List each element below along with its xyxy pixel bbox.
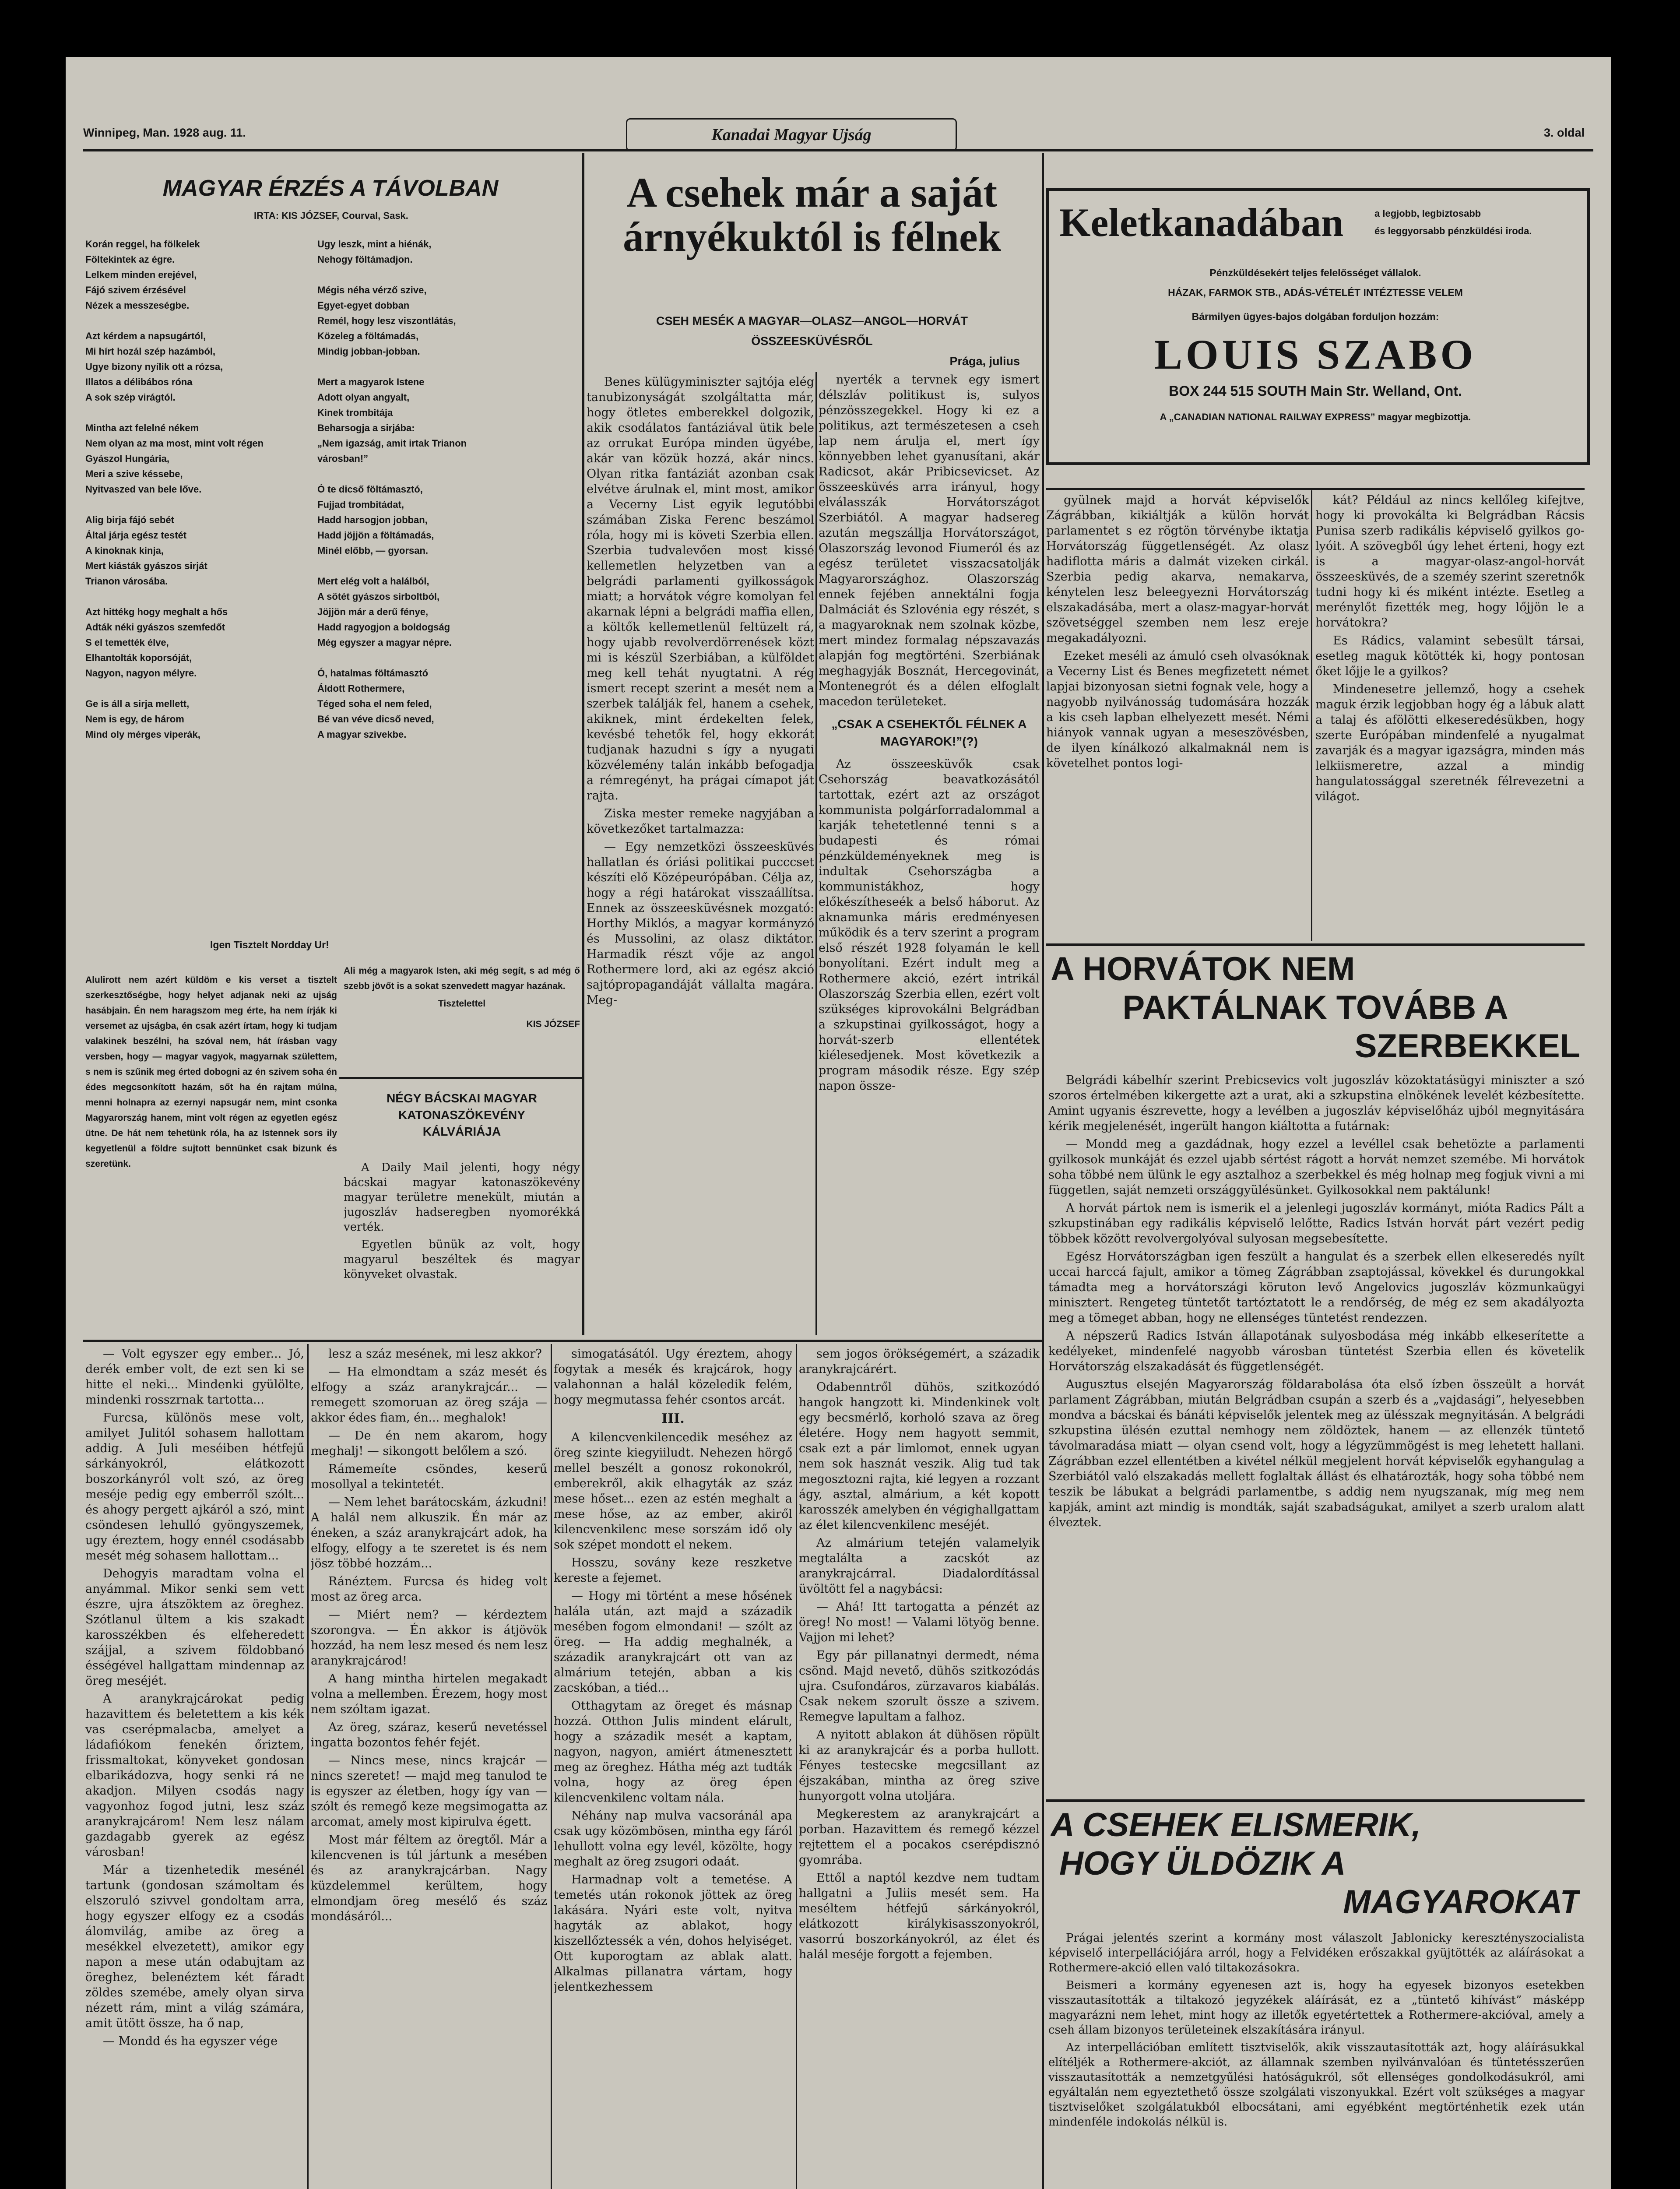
ad-address: BOX 244 515 SOUTH Main Str. Welland, Ont. [1169,383,1462,399]
section-rule [1046,488,1585,490]
poem-line: Alig birja fájó sebét [85,514,174,525]
poem-title: MAGYAR ÉRZÉS A TÁVOLBAN [162,176,499,201]
ad-title: Keletkanadában [1059,201,1344,245]
paragraph: Augusztus elsején Magyarország földarabolása óta első ízben összeült a horvát parlament Zágrábban, miután Belgrádban csupán a szerb és a „vajdasági”, helyesebben mondva a bácskai és bánáti képviselők jelentek meg az ülésszak megnyitásán. A belgrádi szkupstina ülésén ezuttal nemhogy nem zöldöztek, hanem — az ellenzék tüntető távolmaradása miatt — olyan csend volt, hogy a légyzümmögést is meg lehetett hallani. Zágrábban ezzel ellentétben a kivétel nélkül megjelent horvát képviselők egyhangulag a Szerbiától való elszakadás mellett foglaltak állást és elhatározták, hogy soha többé nem teszik be lábukat a belgrádi parlamentbe, s addig nem nyugszanak, míg meg nem kapják, amint azt mindig is mondták, saját szabadságukat, amilyet a szerb uralom alatt élveztek. [1048,1378,1585,1529]
paragraph: Dehogyis maradtam volna el anyámmal. Mikor senki sem vett észre, ujra átszöktem az öreghez. Szótlanul ültem a kis szakadt karosszékben és elfeheredett szájjal, a szivem földobbanó ésségével hallgattam mindennap az öreg meséjét. [85,1567,304,1688]
paragraph: Megkerestem az aranykrajcárt a porban. Hazavittem és remegő kézzel rejtettem el a pocakos cserépdisznó gyomrába. [799,1807,1040,1867]
main-col2 [819,372,1040,1335]
czech-body [1048,1931,1585,2189]
poem-line: Mind oly mérges viperák, [85,729,200,740]
paragraph: — Mondd és ha egyszer vége [103,2034,278,2048]
letter-greeting: Igen Tisztelt Nordday Ur! [210,939,329,950]
poem-line: Által járja egész testét [85,530,187,541]
column-rule [796,1344,797,2189]
column-rule [551,1344,552,2189]
paragraph: — Mondd meg a gazdádnak, hogy ezzel a levéllel csak behetözte a parlamenti gyilkosok munkáját és ezzel ujabb sértést rágott a horvát nemzet szemébe. Mi horvátok soha többé nem ülünk le egy asztalhoz a szerbekkel és még holnap meg fogjuk vivni a mi független, saját nemzeti országgyülésünket. Gyilkosokkal nem paktálunk! [1048,1137,1585,1197]
story-col1 [85,1346,304,2189]
paragraph: Prágai jelentés szerint a kormány most válaszolt Jablonicky keresztényszocialista képviselő interpellációjára arról, hogy a Felvidéken erőszakkal gyüjtötték az aláírásokat a Rothermere-akció ellen való tiltakozásokra. [1048,1932,1585,1974]
poem-line: „Nem igazság, amit irtak Trianon [317,438,467,449]
paragraph: nyerték a tervnek egy ismert délszláv politikust is, sulyos pénzösszegekkel. Hogy ki ez a politikus, azt természetesen a cseh lap nem árulja el, mert így könnyebben lehet gyanusítani, akár Radicsot, akár Pribicsevicset. Az összeesküvés arra irányul, hogy elválasszák Horvátországot Szerbiától. A magyar hadsereg azután megszállja Horvátországot, Olaszország levonod Fiumeról és az egész területet visszacsatolják Magyarországhoz. Olaszország ennek fejében annektálni fogja Dalmáciát és Szlovénia egy részét, s a magyaroknak nem szolnak közbe, mert mindez formalag népszavazás alapján fog megtörténi. Szerbiának meghagyják Bosznát, Hercegovinát, Montenegrót és a délen elfoglalt macedon területeket. [819,373,1040,708]
section-rule [83,1340,1042,1342]
column-rule [307,1344,309,2189]
main-col1 [587,374,814,1335]
poem-line: Jöjjön már a derű fénye, [317,606,429,617]
paragraph: Ránéztem. Furcsa és hideg volt most az öreg arca. [311,1575,547,1604]
poem-line: Lelkem minden erejével, [85,269,197,280]
poem-line: Még egyszer a magyar népre. [317,637,452,648]
paragraph: — Ahá! Itt tartogatta a pénzét az öreg! No most! — Valami lötyög benne. Vajjon mi lehet? [799,1600,1040,1644]
poem-column-left [85,236,326,937]
poem-line: Ó, hatalmas föltámasztó [317,668,429,679]
czech-headline-line2: HOGY ÜLDÖZIK A [1059,1845,1346,1882]
paragraph: Egy pár pillanatnyi dermedt, néma csönd. Majd nevető, dühös szitkozódás ujra. Csufondáros, zürzavaros kiabálás. Csak nekem szorult össze a szivem. Remegve lapultam a falhoz. [799,1649,1040,1724]
poem-line: Adott olyan angyalt, [317,392,410,403]
poem-line: városban!” [317,453,369,464]
paragraph: Egész Horvátországban igen feszült a hangulat és a szerbek ellen elkeseredés nyílt uccai harccá fajult, amikor a tömeg Zágrábban zsaptojással, kövekkel és durungokkal támadta meg a horvátországi köruton levő Angelovics jugoszláv közmunkaügyi minisztert. Rengeteg tüntetőt tartóztatott le a rendőrség, de még ez sem akadályozta meg a tömeget abban, hogy ne ellenséges tüntetést rendezzen. [1048,1250,1585,1325]
paragraph: Az almárium tetején valamelyik megtalálta a zacskót az aranykrajcárral. Diadalordítással üvöltött fel a nagybácsi: [799,1536,1040,1596]
poem-line: Mert elég volt a halálból, [317,576,429,587]
ad-name: LOUIS SZABO [1154,331,1477,378]
poem-line: Mert kiásták gyászos sirját [85,560,207,571]
paragraph: gyülnek majd a horvát képviselők Zágrábban, kikiáltják a külön horvát parlamentet s ez rögtön törvénybe iktatja Horvátország függetlenségét. Az olasz hadiflotta máris a dalmát vizeken cirkál. Szerbia pedig akarva, nemakarva, kénytelen lesz beleegyezni Horvátország elszakadásába, mert a olasz-magyar-horvát szövetséggel szemben nem lesz ereje megakadályozni. [1046,493,1309,645]
paragraph: — Nem lehet barátocskám, ázkudni! A halál nem alkuszik. Én már az éneken, a száz aranykrajcárt adok, ha elfogy, elfogy a te szeretet is és nem jösz többé hozzám... [311,1496,547,1570]
poem-line [85,681,326,696]
poem-line: A magyar szivekbe. [317,729,407,740]
poem-column-right [317,236,580,937]
paragraph: Belgrádi kábelhír szerint Prebicsevics volt jugoszláv közoktatásügyi miniszter a szó szoros értelmében kikergette azt a urat, aki a szkupstina elnökének levelét kézbesítette. Amint ugyanis észrevette, hogy a levélben a jugoszláv képviselőház ujból megnyitására kérik megjelenését, ingerült hangon kiáltotta a futárnak: [1048,1073,1585,1133]
column-rule [1311,490,1312,941]
poem-line: Mert a magyarok Istene [317,377,425,387]
poem-line: S el temették élve, [85,637,169,648]
poem-line: Remél, hogy lesz viszontlátás, [317,315,456,326]
poem-line [85,497,326,512]
ad-footer: A „CANADIAN NATIONAL RAILWAY EXPRESS” magyar megbizottja. [1160,412,1471,422]
poem-line: Ugy leszk, mint a hiénák, [317,239,432,250]
paragraph: A aranykrajcárokat pedig hazavittem és beletettem a kis kék vas cserépmalacba, amelyet a ládafiókom fenekén őriztem, frissmaltokat, könyveket gondosan elbarikádozva, hogy senki rá ne akadjon. Milyen csodás nagy vagyonhoz fogod jutni, lesz száz aranykrajcárom! Nem lesz nálam gazdagabb gyerek az egész városban! [85,1692,304,1859]
masthead-logo: Kanadai Magyar Ujság [626,118,957,151]
paragraph: lesz a száz mesének, mi lesz akkor? [328,1347,542,1361]
paragraph: Odabenntről dühös, szitkozódó hangok hangzott ki. Mindenkinek volt egy becsmérlő, korholó szava az öreg életére. Hogy nem hagyott semmit, csak ezt a pár limlomot, ennek ugyan nem sok hasznát veszik. Alig tud tak megosztozni rajta, kié legyen a rozzant ágy, asztal, almárium, a két kopott karosszék amelyben én végighallgattam az élet kilencvenkilenc meséjét. [799,1380,1040,1532]
paragraph: Es Rádics, valamint sebesült társai, esetleg maguk kötötték ki, hogy pontosan őket lőjje le a gyilkos? [1315,634,1585,678]
paragraph: — Ha elmondtam a száz mesét és elfogy a száz aranykrajcár... — remegett szomoruan az öreg szája — akkor édes fiam, én... meghalok! [311,1365,547,1425]
poem-line: Azt kérdem a napsugártól, [85,331,206,341]
paragraph: Néhány nap mulva vacsoránál apa csak ugy közömbösen, mintha egy fáról lehullott volna egy levél, közölte, hogy meghalt az öreg zsugori odaát. [554,1809,792,1869]
poem-line: Téged soha el nem feled, [317,698,432,709]
paragraph: Harmadnap volt a temetése. A temetés után rokonok jöttek az öreg lakására. Nyári este volt, nyitva hagyták az ablakot, hogy kiszellőztessék a vén, dohos helyiséget. Ott kuporogtam az ablak alatt. Alkalmas pillanatra vártam, hogy jelentkezhessem [554,1873,792,1994]
poem-line: Közeleg a föltámadás, [317,331,419,341]
poem-line: Föltekintek az égre. [85,254,175,265]
story-col2 [311,1346,547,2189]
poem-line: Korán reggel, ha fölkelek [85,239,200,250]
poem-line: Egyet-egyet dobban [317,300,410,311]
poem-byline: IRTA: KIS JÓZSEF, Courval, Sask. [254,210,408,221]
ad-line1: Pénzküldésekért teljes felelősséget vállalok. [1209,267,1421,278]
paragraph: kát? Például az nincs kellőleg kifejtve, hogy ki provokálta ki Belgrádban Rácsis Punisa szerb radikális képviselő gyilkos go-lyóit. A szövegből úgy lehet érteni, hogy ezt is a magyar-olasz-angol-horvát összeesküvés, de a szeméy szerint szeretnők tudni hogy ki és miként intézte. Esetleg a merénylőt fizették meg, hogy lőjjön le a horvátokra? [1315,493,1585,630]
czech-headline [1051,1806,1580,1924]
croatia-headline-line1: A HORVÁTOK NEM [1051,950,1355,988]
poem-line: Beharsogja a sirjába: [317,422,415,433]
paragraph: Ziska mester remeke nagyjában a következőket tartalmazza: [587,807,814,836]
poem-line: Kinek trombitája [317,407,393,418]
ad-line3: Bármilyen ügyes-bajos dolgában forduljon hozzám: [1191,311,1439,322]
poem-line: A sok szép virágtól. [85,392,176,403]
subheading: „CSAK A CSEHEKTŐL FÉLNEK A MAGYAROK!”(?) [831,717,1027,748]
main-headline-line2: árnyékuktól is félnek [622,213,1002,260]
paragraph: Mindenesetre jellemző, hogy a csehek maguk érzik legjobban hogy ég a lábuk alatt a talaj és afölötti elkeseredésükben, hogy szerte Európában mindenfelé a nyugalmat zavarják és a magyar igazságra, minden más lelkiismeretre, azzal a mindig hangulatossággal szeretnék félrevezetni a világot. [1315,683,1585,803]
paragraph: Az összeesküvők csak Csehország beavatkozásától tartottak, ezért azt az országot kommunista polgárforradalommal a karják tehetetlenné tenni s a budapesti és római pénzküldeményeknek meg is indultak Csehországba a kommunistákhoz, hogy előkészítheseék a belső háborut. Az aknamunka máris eredményesen működik és a terv szerint a program első részét 1928 folyamán le kell bonyolítani. Ezért indult meg a Rothermere akció, ezért intrikál Olaszország Szerbia ellen, ezért volt szükséges kiprovokálni Belgrádban a szkupstinai gyilkosságot, hogy a horvát-szerb ellentétek kiélesedjenek. Most következik a program második része. Egy szép napon össze- [819,757,1040,1093]
letter-regards: Tisztelettel [438,999,486,1009]
paragraph: simogatásától. Ugy éreztem, ahogy fogytak a mesék és krajcárok, hogy valahonnan a halál közeledik felém, hogy megmutassa fehér csontos arcát. [554,1347,792,1407]
poem-line: Trianon városába. [85,576,168,587]
poem-line [317,558,580,574]
poem-line: Nyitvaszed van bele lőve. [85,484,202,495]
poem-line: Nehogy föltámadjon. [317,254,413,265]
poem-line: Nem is egy, de három [85,714,184,725]
poem-line: Azt hittékg hogy meghalt a hős [85,606,228,617]
ad-tagline-1: a legjobb, legbiztosabb [1374,208,1481,219]
poem-line [317,359,580,374]
paragraph: Az öreg, száraz, keserű nevetéssel ingatta bozontos fehér fejét. [311,1721,547,1749]
section-numeral: III. [661,1411,685,1426]
letter-signature: KIS JÓZSEF [526,1019,580,1029]
poem-line: Mégis néha vérző szive, [317,285,427,296]
poem-line: Illatos a délibábos róna [85,377,193,387]
paragraph: Ettől a naptól kezdve nem tudtam hallgatni a Juliis mesét sem. Ha meséltem hétfejű sárkányokról, elátkozott királykisasszonyokról, vasorrú boszorkányokról, az élet és halál meséje forgott a fejemben. [799,1871,1040,1961]
czech-headline-line1: A CSEHEK ELISMERIK, [1051,1806,1421,1844]
paragraph: A horvát pártok nem is ismerik el a jelenlegi jugoszláv kormányt, mióta Radics Pált a szkupstinában egy radikális képviselő lelőtte, Radics István horvát párt vezért pedig többek között revolvergolyóval sulyosan megsebesítette. [1048,1201,1585,1246]
poem-line [85,589,326,604]
paragraph: Az interpellációban említett tisztviselők, akik visszautasították azt, hogy aláírásukkal elítéljék a Rothermere-akciót, az államnak szemben nyilvánvalóan és tüntetésszerűen visszautasították a nemzetgyűlési hatóságukról, sőt ellenséges gondolkodásukról, ami egyáltalán nem egyeztethető össze szolgálati viszonyukkal. Ezért volt szükséges a magyar tisztviselőket szolgálatukból elbocsátani, ami egyébként megtörténhetik ezek után mindenféle indokolás nélkül is. [1048,2041,1585,2129]
poem-line: Meri a szive késsebe, [85,468,183,479]
issue-date: Winnipeg, Man. 1928 aug. 11. [83,126,246,139]
croatia-headline [1051,950,1580,1068]
ad-line2: HÁZAK, FARMOK STB., ADÁS-VÉTELÉT INTÉZTESSE VELEM [1168,287,1463,298]
story-col3 [554,1346,792,2189]
czech-headline-line3: MAGYAROKAT [1343,1883,1580,1921]
poem-line [317,267,580,282]
newspaper-page [66,57,1611,2189]
poem-line: Nagyon, nagyon mélyre. [85,668,197,679]
bacska-body: A Daily Mail jelenti, hogy négy bácskai magyar katonaszökevény magyar területre menekült, miután a jugoszláv hadseregben nyomorékká verték. Egyetlen bünük az volt, hogy magyarul beszéltek és magyar könyveket olvastak. [344,1161,580,1281]
poem-line: Mintha azt felelné nékem [85,422,199,433]
paragraph: Rámemeíte csöndes, keserű mosollyal a tekintetét. [311,1462,547,1491]
main-col4 [1315,493,1585,939]
paragraph: A népszerű Radics István állapotának sulyosbodása még inkább elkeserítette a kedélyeket, mindenfelé nagyobb városban tüntetést Szerbia ellen és követelik Horvátország elszakadását és függetlenségét. [1048,1329,1585,1373]
section-rule [1046,943,1585,946]
main-subtitle: CSEH MESÉK A MAGYAR—OLASZ—ANGOL—HORVÁT ÖSSZEESKÜVÉSRŐL [656,314,968,348]
section-rule [1046,1799,1585,1802]
paragraph: Beismeri a kormány egyenesen azt is, hogy ha egyesek bizonyos esetekben visszautasították a tiltakozó jegyzékek aláírását, ez a „tüntető kihívást” másképp magyarázni nem lehet, mint hogy az illetők egyetértettek a Rothermere-akcióval, amely a cseh állam bizonyos területeinek elszakítására irányul. [1048,1979,1585,2037]
header-rule [83,149,1593,151]
poem-line: Áldott Rothermere, [317,683,405,694]
paragraph: Hosszu, sovány keze reszketve kereste a fejemet. [554,1556,792,1585]
croatia-headline-line2: PAKTÁLNAK TOVÁBB A [1122,989,1508,1026]
poem-line: Hadd ragyogjon a boldogság [317,622,450,633]
paragraph: Ezeket meséli az ámuló cseh olvasóknak a Vecerny List és Benes megfizetett német lapjai bizonyosan sietni fognak vele, hogy a nagyobb nyilvánosság tudomására hozzák a kis cseh lapban elhelyezett mesét. Némi hiányok vannak ugyan a meseszövésben, de ilyen kínálkozó alkalmaknál nem is követelhet pontos logi- [1046,649,1309,770]
poem-line: Nézek a messzeségbe. [85,300,190,311]
poem-line: Mindig jobban-jobban. [317,346,420,357]
paragraph: sem jogos örökségemért, a századik aranykrajcárért. [799,1347,1040,1376]
poem-line: Gyászol Hungária, [85,453,169,464]
column-rule [815,372,817,1335]
section-rule [339,1077,582,1079]
poem-line: Adták néki gyászos szemfedőt [85,622,225,633]
poem-line: Ugye bizony nyílik ott a rózsa, [85,361,223,372]
column-rule [582,153,584,1335]
paragraph: Furcsa, különös mese volt, amilyet Julitól sohasem hallottam addig. A Juli meséiben hétfejű sárkányokról, elátkozott boszorkányról volt szó, az öreg meséje pedig egy emberről szólt... és ahogy pergett ajkáról a szó, mint csöndesen lehulló gyöngyszemek, ugy éreztem, hogy ennél csodásabb mesét még sohasem hallottam... [85,1411,304,1563]
paragraph: — De én nem akarom, hogy meghalj! — sikongott belőlem a szó. [311,1429,547,1458]
story-col4 [799,1346,1040,2187]
poem-line: Fujjad trombitádat, [317,499,404,510]
croatia-body [1048,1073,1585,1795]
croatia-headline-line3: SZERBEKKEL [1354,1028,1580,1065]
letter-body [85,963,337,1348]
page-number: 3. oldal [1543,126,1585,139]
letter-closing-text: Ali még a magyarok Isten, aki még segít, s ad még ő szebb jövőt is a sokat szenvedett magyar hazának. [344,966,580,991]
poem-line [85,405,326,420]
ad-tagline-2: és leggyorsabb pénzküldési iroda. [1374,225,1532,236]
paragraph: — Nincs mese, nincs krajcár — nincs szeretet! — majd meg tanulod te is egyszer az életben, hogy így van — szólt és remegő keze megsimogatta az arcomat, amely most kipirulva égett. [311,1754,547,1829]
letter-closing [344,963,580,1073]
poem-line: A sötét gyászos sirboltból, [317,591,440,602]
paragraph: — Volt egyszer egy ember... Jó, derék ember volt, de ezt sen ki se hitte el neki... Mindenki gyülölte, mindenki rosszrnak tartotta... [85,1347,304,1407]
paragraph: — Hogy mi történt a mese hősének halála után, azt majd a századik mesében fogom elmondani! — szólt az öreg. — Ha addig meghalnék, a századik aranykrajcárt ott van az almárium tetején, abban a kis zacskóban, a tiéd... [554,1589,792,1695]
main-dateline: Prága, julius [949,355,1020,368]
paragraph: A nyitott ablakon át dühösen röpült ki az aranykrajcár és a porba hullott. Fényes testecske megcsillant az éjszakában, mintha az öreg szive hunyorgott volna utoljára. [799,1728,1040,1803]
column-rule [1042,153,1044,2189]
poem-line: Hadd harsogjon jobban, [317,514,428,525]
poem-line [317,650,580,665]
poem-line: Ó te dicső föltámasztó, [317,484,423,495]
paragraph: A kilencvenkilencedik meséhez az öreg szinte kiegyiiludt. Nehezen hörgő mellel beszélt a gonosz rokonokról, emberekről, akik elhagyták az száz mese hőset... ezen az estén meghalt a mese hőse, az az ember, akiről kilencvenkilenc mese sorszám idő oly sok szépet mondott el nekem. [554,1431,792,1552]
letter-text: Alulirott nem azért küldöm e kis verset a tisztelt szerkesztőségbe, hogy helyet adjanak neki az ujság hasábjain. Én nem haragszom meg érte, ha nem írják ki versemet az ujságba, én csak azért írtam, hogy ki tudjam valakinek beszélni, ha szóval nem, hát írásban vagy versben, hogy — magyar vagyok, magyarnak születtem, s nem is szűnik meg érted dobogni az én szivem soha én édes megcsonkított hazám, sőt ha én rajtam múlna, menni holnapra az ezernyi napsugár nem, mint csonka Magyarország hanem, mint volt régen az egyetlen egész ütne. De hát nem tehetünk róla, ha az Istennek sors ily kegyetlenül a földre sujtott bennünket csak bizunk és szeretünk. [85,975,337,1169]
paragraph: Otthagytam az öreget és másnap hozzá. Otthon Julis mindent elárult, hogy a századik mesét a kaptam, nagyon, nagyon, amiért átmenesztett meg az öreghez. Hátha még azt tudták volna, hogy az öreg épen kilencvenkilenc voltam nála. [554,1699,792,1805]
main-col3 [1046,493,1309,939]
poem-line: Nem olyan az ma most, mint volt régen [85,438,264,449]
bacska-headline: NÉGY BÁCSKAI MAGYAR KATONASZÖKEVÉNY KÁLVÁRIÁJA [387,1091,537,1138]
poem-line [317,466,580,482]
poem-line: Fájó szivem érzésével [85,285,186,296]
poem-line: Minél előbb, — gyorsan. [317,545,429,556]
poem-line: Hadd jöjjön a föltámadás, [317,530,434,541]
paragraph: — Egy nemzetközi összeesküvés hallatlan és óriási politikai pucccset készíti elő Középeurópában. Célja az, hogy a régi határokat visszaállítsa. Ennek az összeesküvésnek mozgató: Horthy Miklós, a magyar kormányzó és Mussolini, az olasz diktátor. Harmadik részt vője az angol Rothermere lord, aki az egész akció sajtópropagandáját vállalta magára. Meg- [587,840,814,1007]
main-headline-line1: A csehek már a saját [626,171,998,216]
poem-line: A kinoknak kinja, [85,545,164,556]
paragraph: A hang mintha hirtelen megakadt volna a mellemben. Érezem, hogy most nem szóltam igazat. [311,1672,547,1716]
paragraph: Már a tizenhetedik mesénél tartunk (gondosan számoltam és elszoruló szivvel gondoltam arra, hogy egyszer elfogy ez a csodás álomvilág, amibe az öreg a mesékkel elvezetett), amikor egy napon a mese után odabujtam az öreghez, belenéztem két fáradt zöldes szemébe, amely olyan sirva nézett rám, mint a világ számára, amit ütött össze, ha ő nap, [85,1863,304,2030]
poem-line: Elhantolták koporsóját, [85,652,192,663]
main-headline [587,171,1037,271]
poem-line: Ge is áll a sirja mellett, [85,698,190,709]
poem-line [85,313,326,328]
paragraph: — Miért nem? — kérdeztem szorongva. — Én akkor is átjövök hozzád, ha nem lesz mesed és nem lesz aranykrajcárod! [311,1608,547,1668]
paragraph: Most már féltem az öregtől. Már a kilencvenen is túl jártunk a mesében és az aranykrajcárban. Nagy küzdelemmel kerültem, hogy elmondjam öreg mesélő és száz mondásáról... [311,1833,547,1923]
poem-line: Bé van véve dicső neved, [317,714,434,725]
poem-line: Mi hírt hozál szép hazámból, [85,346,216,357]
paragraph: Benes külügyminiszter sajtója elég tanubizonyságát szolgáltatta már, hogy ötletes emberekkel dolgozik, akik csodálatos fantáziával ütik bele az orrukat Európa minden ügyébe, akár van közük hozzá, akár nincs. Olyan ritka fantáziát azonban csak elvétve árulnak el, mint most, amikor a Vecerny List egyik legutóbbi számában Ziska Ferenc beszámol róla, hogy mi is követi Szerbia ellen. Szerbia tudvalevően most kissé kellemetlen helyzetben van a belgrádi parlamenti gyilkosságok miatt; a horvátok végre komolyan fel akarnak lépni a belgrádi maffia ellen, a költők kellemetlenül feltüzelt rá, hogy ujabb revolverdörrenések közt mi is készül Szerbiában, a külföldet meg kell tehát nyugtatni. A rég ismert recept szerint a mesét nem a szerbek találják fel, hanem a csehek, akiknek, mint érdekelten felek, kevésbé tehetők fel, hogy ekkorát tudjanak hazudni s így a nyugati közvélemény talán inkább befogadja a rémregényt, ha prágai címapot ját rajta. [587,375,814,802]
